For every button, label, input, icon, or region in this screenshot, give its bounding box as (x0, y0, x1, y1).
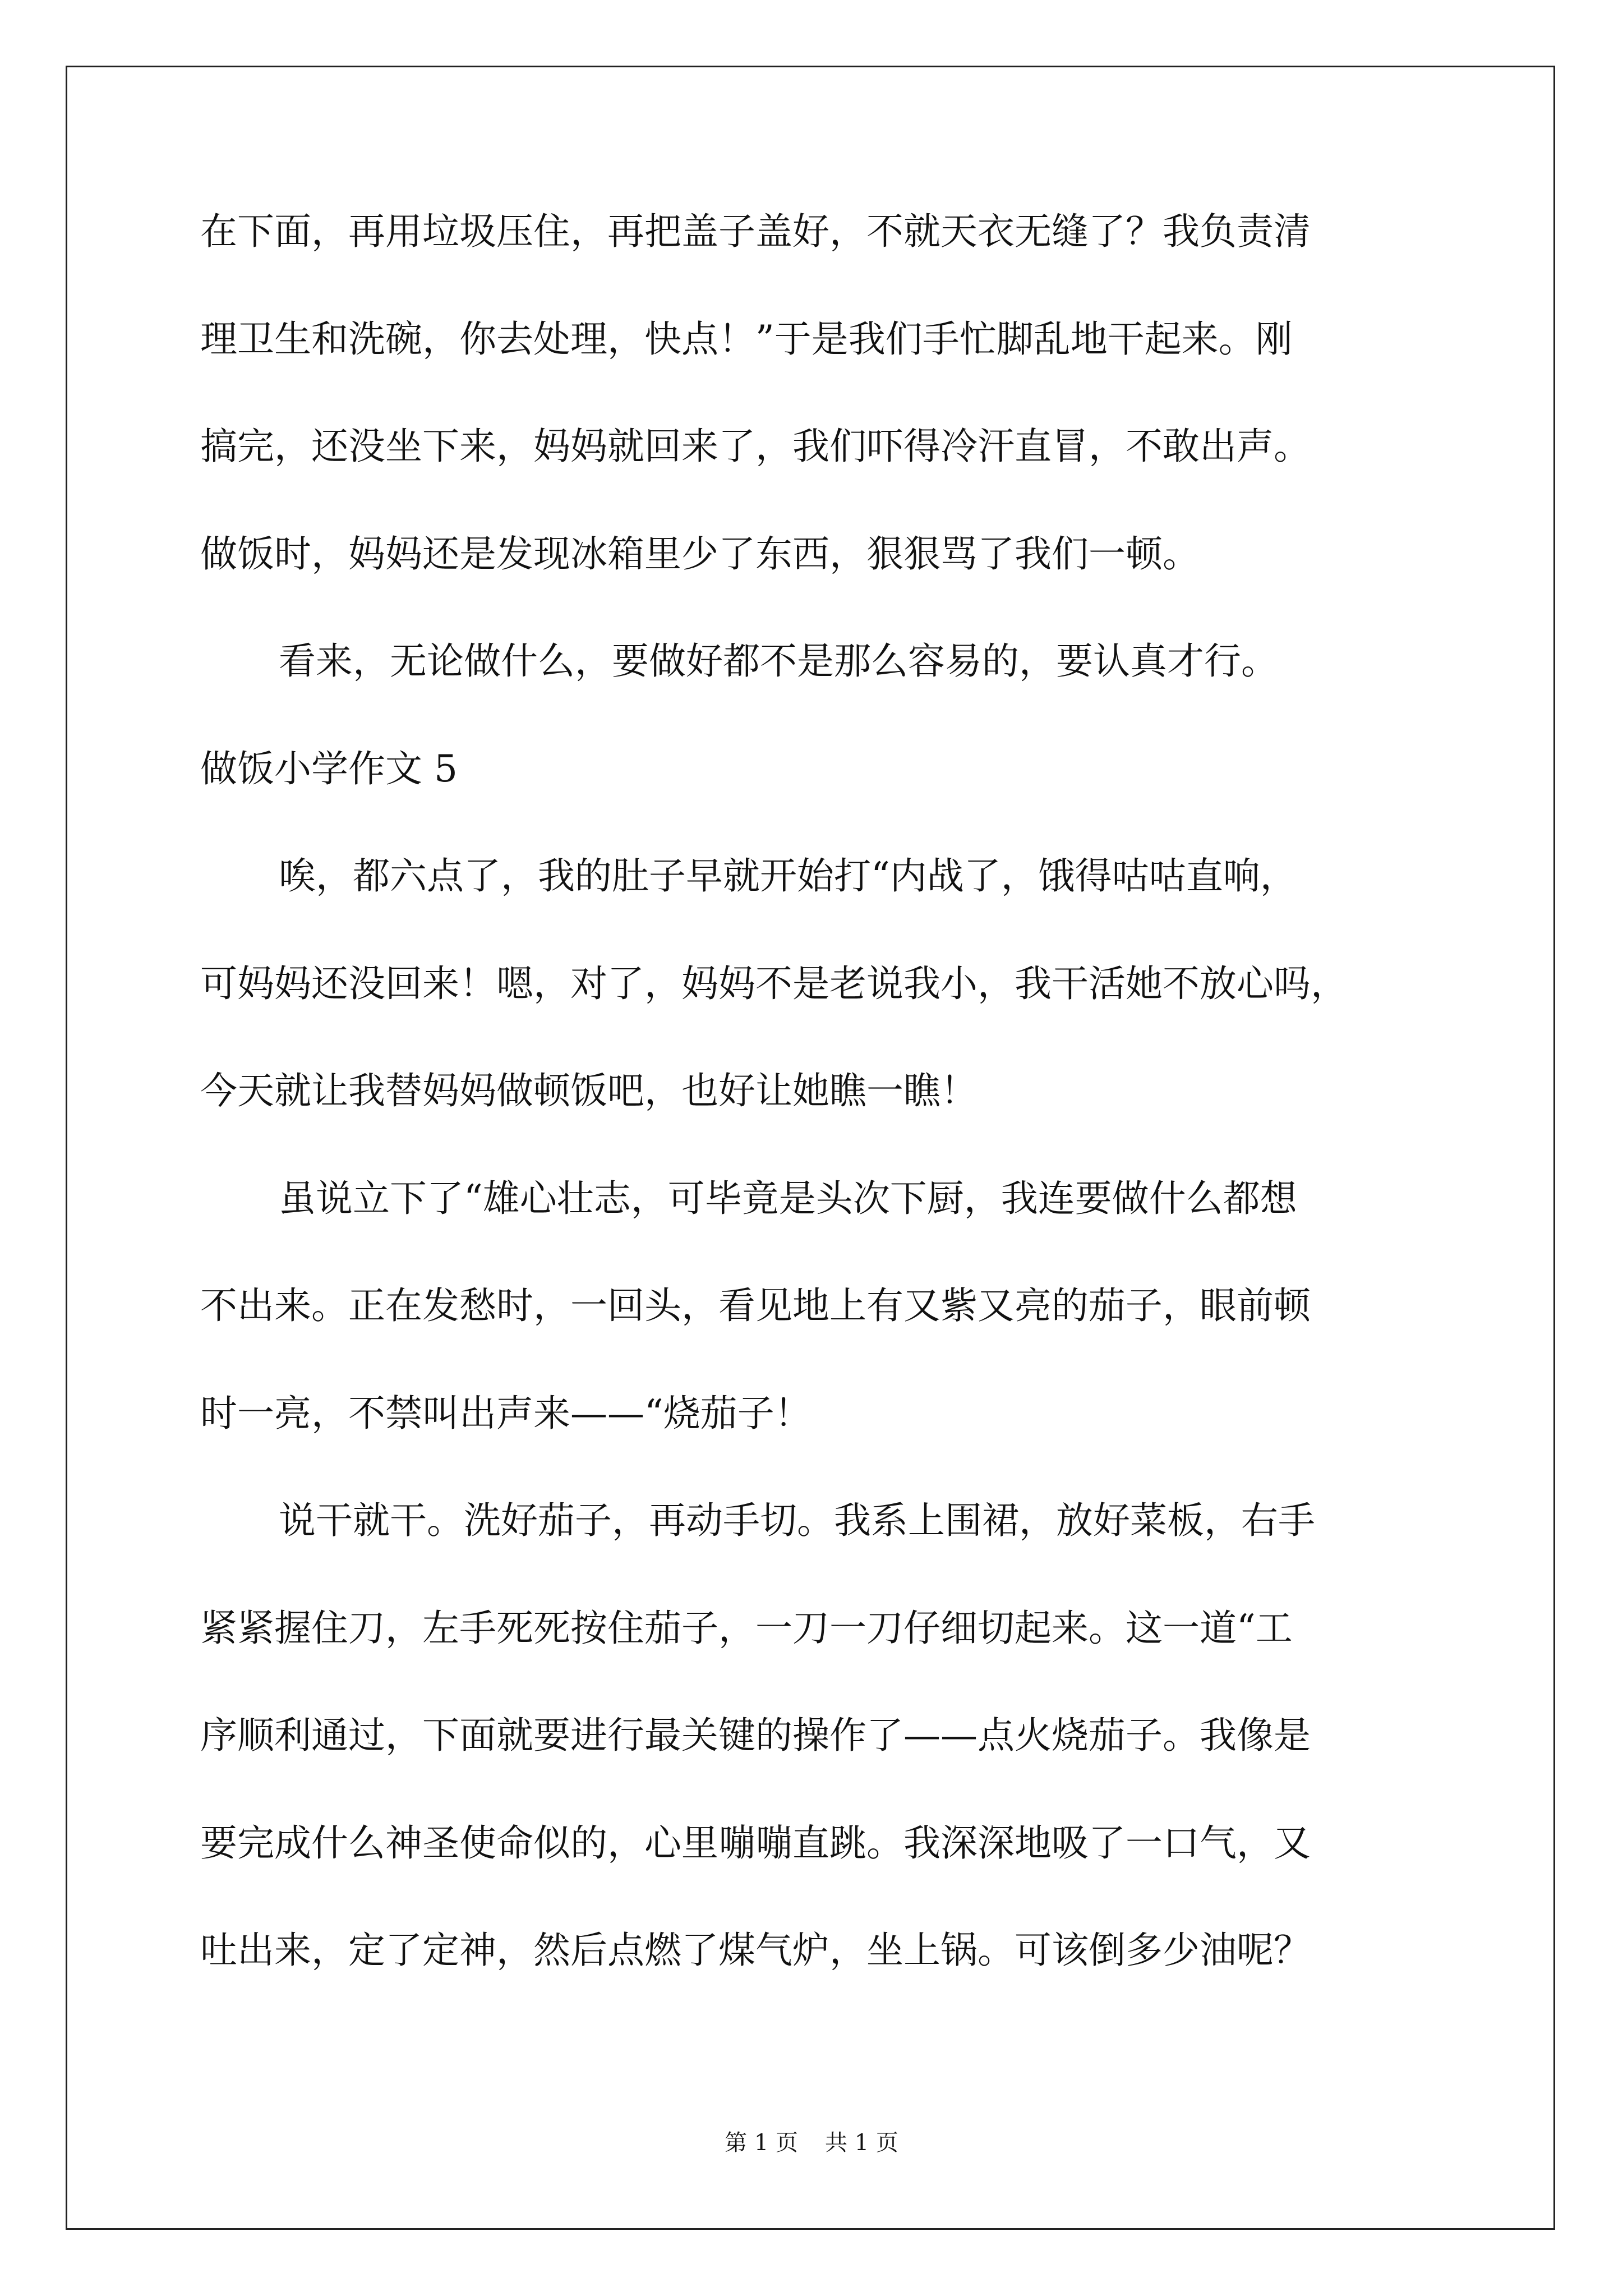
body-line: 在下面，再用垃圾压住，再把盖子盖好，不就天衣无缝了？我负责清 (200, 210, 1311, 253)
page-number: 第 1 页 (725, 2130, 798, 2156)
body-line: 吐出来，定了定神，然后点燃了煤气炉，坐上锅。可该倒多少油呢？ (200, 1929, 1311, 1972)
body-line: 做饭时，妈妈还是发现冰箱里少了东西，狠狠骂了我们一顿。 (200, 532, 1200, 576)
body-line: 不出来。正在发愁时，一回头，看见地上有又紫又亮的茄子，眼前顿 (200, 1284, 1311, 1327)
body-line: 紧紧握住刀，左手死死按住茄子，一刀一刀仔细切起来。这一道“工 (200, 1606, 1293, 1650)
body-line: 序顺利通过，下面就要进行最关键的操作了——点火烧茄子。我像是 (200, 1714, 1311, 1757)
body-line: 理卫生和洗碗，你去处理，快点！”于是我们手忙脚乱地干起来。刚 (200, 317, 1293, 361)
section-heading: 做饭小学作文 5 (200, 747, 458, 790)
page-footer (0, 2132, 1623, 2154)
body-line: 可妈妈还没回来！嗯，对了，妈妈不是老说我小，我干活她不放心吗， (200, 961, 1348, 1005)
page-total: 共 1 页 (825, 2130, 898, 2156)
body-line: 今天就让我替妈妈做顿饭吧，也好让她瞧一瞧！ (200, 1069, 978, 1112)
paragraph-start: 看来，无论做什么，要做好都不是那么容易的，要认真才行。 (279, 639, 1278, 683)
paragraph-start: 说干就干。洗好茄子，再动手切。我系上围裙，放好菜板，右手 (279, 1499, 1315, 1542)
body-line: 要完成什么神圣使命似的，心里嘣嘣直跳。我深深地吸了一口气，又 (200, 1821, 1311, 1865)
document-body (200, 210, 1490, 2040)
paragraph-start: 虽说立下了“雄心壮志，可毕竟是头次下厨，我连要做什么都想 (279, 1176, 1297, 1220)
paragraph-start: 唉，都六点了，我的肚子早就开始打“内战了，饿得咕咕直响， (279, 854, 1297, 898)
body-line: 搞完，还没坐下来，妈妈就回来了，我们吓得冷汗直冒，不敢出声。 (200, 425, 1311, 468)
body-line: 时一亮，不禁叫出声来——“烧茄子！ (200, 1391, 811, 1435)
